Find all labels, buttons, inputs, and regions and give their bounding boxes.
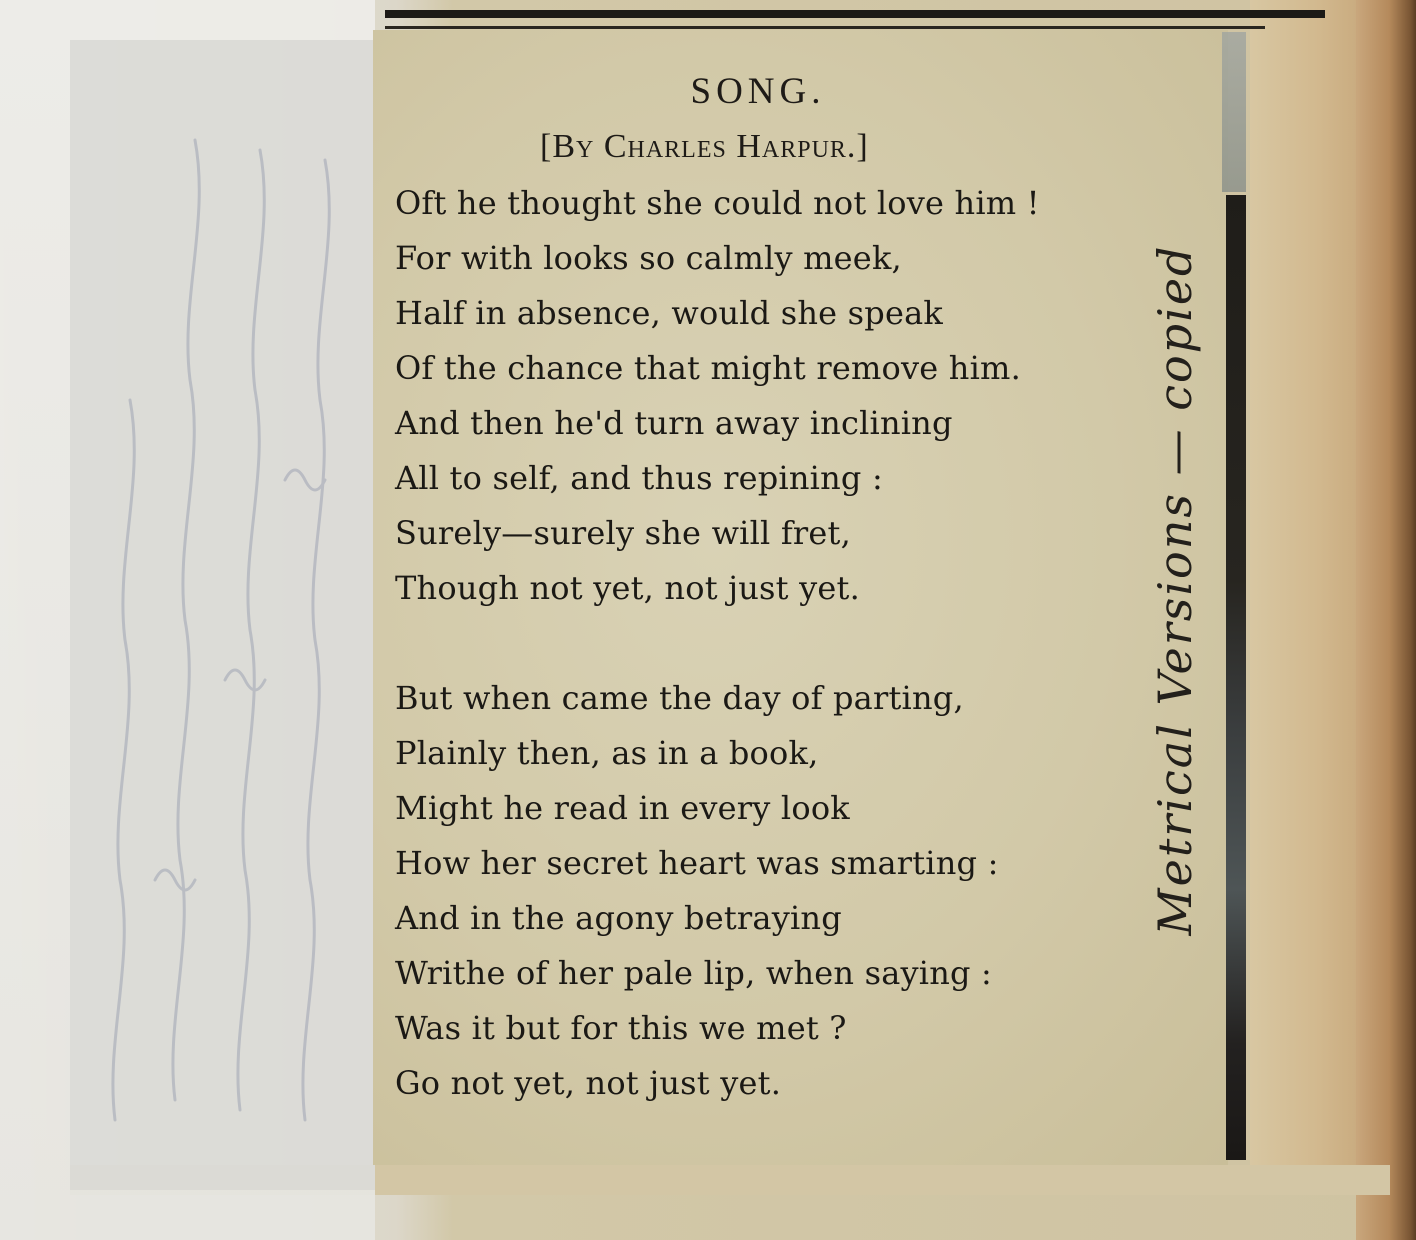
book-spine-edge (1356, 0, 1416, 1240)
top-rule (385, 10, 1325, 18)
poem-line: And then he'd turn away inclining (395, 404, 953, 442)
handwritten-margin-annotation: Metrical Versions — copied (1148, 244, 1202, 936)
overlaid-note-paper (0, 0, 375, 1240)
poem-line: And in the agony betraying (395, 899, 842, 937)
poem-title: SONG. (690, 71, 826, 112)
poem-line: Of the chance that might remove him. (395, 349, 1021, 387)
top-rule-thin (385, 26, 1265, 29)
stanza-1 (395, 180, 1195, 620)
poem-line: For with looks so calmly meek, (395, 239, 902, 277)
stanza-2 (395, 675, 1195, 1115)
poem-line: Half in absence, would she speak (395, 294, 943, 332)
poem-line: Surely—surely she will fret, (395, 514, 851, 552)
poem-line: Writhe of her pale lip, when saying : (395, 954, 993, 992)
poem-line: Might he read in every look (395, 789, 850, 827)
poem-line: Though not yet, not just yet. (395, 569, 860, 607)
note-paper-sheet (70, 40, 375, 1190)
poem-byline: [By Charles Harpur.] (540, 128, 869, 165)
poem-line: Go not yet, not just yet. (395, 1064, 782, 1102)
poem-line: Plainly then, as in a book, (395, 734, 819, 772)
poem-line: Was it but for this we met ? (395, 1009, 847, 1047)
poem-line: All to self, and thus repining : (395, 459, 883, 497)
poem-line: But when came the day of parting, (395, 679, 964, 717)
poem-line: Oft he thought she could not love him ! (395, 184, 1040, 222)
column-rule (1226, 195, 1246, 1160)
poem-body (395, 180, 1195, 1115)
facing-page-edge (1250, 0, 1360, 1195)
poem-line: How her secret heart was smarting : (395, 844, 999, 882)
